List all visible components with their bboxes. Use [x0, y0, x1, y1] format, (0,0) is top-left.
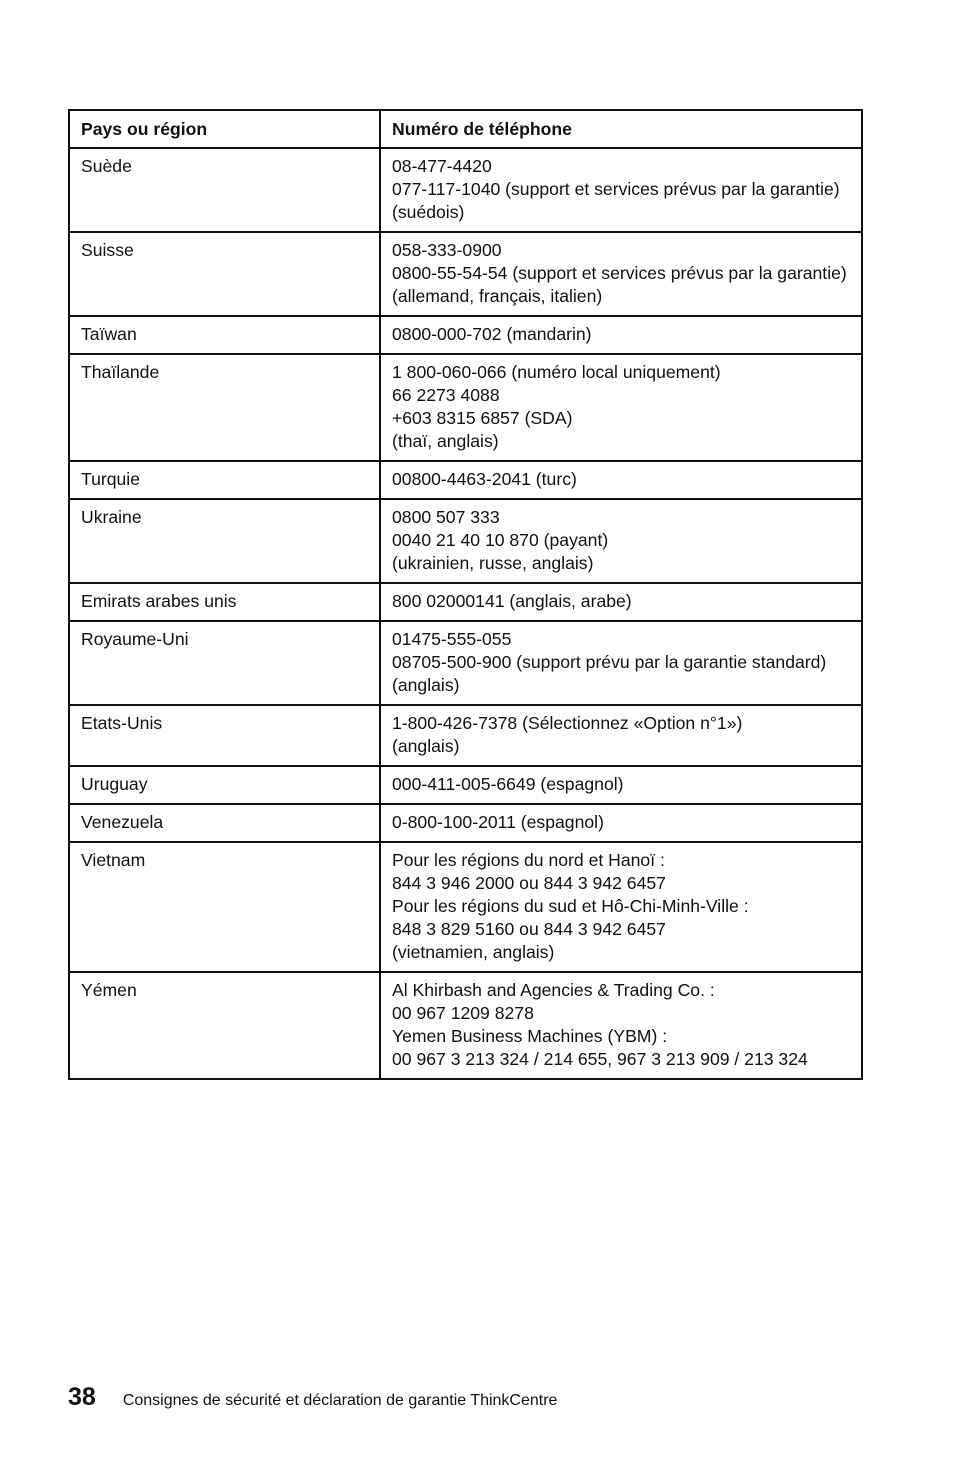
phone-number-line: 844 3 946 2000 ou 844 3 942 6457	[392, 873, 666, 893]
country-cell: Venezuela	[69, 804, 380, 842]
phone-number-line: 0800-55-54-54 (support et services prévus par la garantie)	[392, 263, 847, 283]
phone-number-line: (ukrainien, russe, anglais)	[392, 553, 594, 573]
phone-number-cell	[380, 766, 862, 804]
phone-number-line: (allemand, français, italien)	[392, 286, 603, 306]
country-cell: Royaume-Uni	[69, 621, 380, 705]
table-row	[69, 804, 862, 842]
country-cell: Turquie	[69, 461, 380, 499]
phone-number-cell	[380, 499, 862, 583]
country-cell: Suisse	[69, 232, 380, 316]
phone-number-cell	[380, 148, 862, 232]
country-cell: Taïwan	[69, 316, 380, 354]
phone-number-line: 0800 507 333	[392, 507, 500, 527]
phone-number-cell	[380, 705, 862, 766]
page-number: 38	[68, 1383, 96, 1411]
table-row	[69, 461, 862, 499]
table-row	[69, 766, 862, 804]
phone-number-table	[68, 109, 863, 1080]
phone-number-line: 1 800-060-066 (numéro local uniquement)	[392, 362, 721, 382]
phone-number-line: 00 967 3 213 324 / 214 655, 967 3 213 909 / 213 324	[392, 1049, 808, 1069]
phone-number-line: 077-117-1040 (support et services prévus par la garantie)	[392, 179, 840, 199]
phone-number-line: 00800-4463-2041 (turc)	[392, 469, 577, 489]
table-header-row	[69, 110, 862, 148]
header-phone-number: Numéro de téléphone	[380, 110, 862, 148]
phone-number-line: 0800-000-702 (mandarin)	[392, 324, 592, 344]
phone-number-line: (anglais)	[392, 675, 460, 695]
phone-number-cell	[380, 583, 862, 621]
table-row	[69, 705, 862, 766]
country-cell: Etats-Unis	[69, 705, 380, 766]
phone-number-cell	[380, 316, 862, 354]
phone-number-line: (thaï, anglais)	[392, 431, 499, 451]
phone-number-line: Yemen Business Machines (YBM) :	[392, 1026, 668, 1046]
phone-number-cell	[380, 842, 862, 972]
phone-number-line: 0-800-100-2011 (espagnol)	[392, 812, 604, 832]
phone-number-line: 08-477-4420	[392, 156, 492, 176]
table-row	[69, 232, 862, 316]
table-row	[69, 621, 862, 705]
phone-number-cell	[380, 232, 862, 316]
table-row	[69, 354, 862, 461]
phone-number-line: +603 8315 6857 (SDA)	[392, 408, 573, 428]
phone-number-cell	[380, 804, 862, 842]
phone-number-line: 08705-500-900 (support prévu par la garantie standard)	[392, 652, 827, 672]
phone-number-cell	[380, 621, 862, 705]
header-country: Pays ou région	[69, 110, 380, 148]
table-row	[69, 499, 862, 583]
phone-number-cell	[380, 354, 862, 461]
country-cell: Uruguay	[69, 766, 380, 804]
phone-number-line: Al Khirbash and Agencies & Trading Co. :	[392, 980, 715, 1000]
footer-title: Consignes de sécurité et déclaration de garantie ThinkCentre	[122, 1392, 558, 1409]
page-footer	[68, 1383, 557, 1413]
phone-number-line: 848 3 829 5160 ou 844 3 942 6457	[392, 919, 666, 939]
table-row	[69, 972, 862, 1079]
country-cell: Emirats arabes unis	[69, 583, 380, 621]
phone-number-line: 66 2273 4088	[392, 385, 500, 405]
phone-number-line: 000-411-005-6649 (espagnol)	[392, 774, 624, 794]
phone-number-line: 1-800-426-7378 (Sélectionnez «Option n°1»)	[392, 713, 743, 733]
phone-number-line: Pour les régions du nord et Hanoï :	[392, 850, 665, 870]
phone-number-line: 01475-555-055	[392, 629, 512, 649]
country-cell: Ukraine	[69, 499, 380, 583]
phone-number-cell	[380, 461, 862, 499]
table-row	[69, 148, 862, 232]
phone-number-line: Pour les régions du sud et Hô-Chi-Minh-Ville :	[392, 896, 749, 916]
phone-number-line: (suédois)	[392, 202, 465, 222]
phone-number-line: 800 02000141 (anglais, arabe)	[392, 591, 632, 611]
country-cell: Thaïlande	[69, 354, 380, 461]
table-row	[69, 316, 862, 354]
table-row	[69, 842, 862, 972]
country-cell: Suède	[69, 148, 380, 232]
country-cell: Yémen	[69, 972, 380, 1079]
phone-number-cell	[380, 972, 862, 1079]
phone-number-line: 00 967 1209 8278	[392, 1003, 534, 1023]
country-cell: Vietnam	[69, 842, 380, 972]
table-body	[69, 148, 862, 1079]
phone-number-line: 0040 21 40 10 870 (payant)	[392, 530, 609, 550]
phone-number-line: 058-333-0900	[392, 240, 502, 260]
table-row	[69, 583, 862, 621]
phone-number-line: (vietnamien, anglais)	[392, 942, 555, 962]
phone-number-line: (anglais)	[392, 736, 460, 756]
